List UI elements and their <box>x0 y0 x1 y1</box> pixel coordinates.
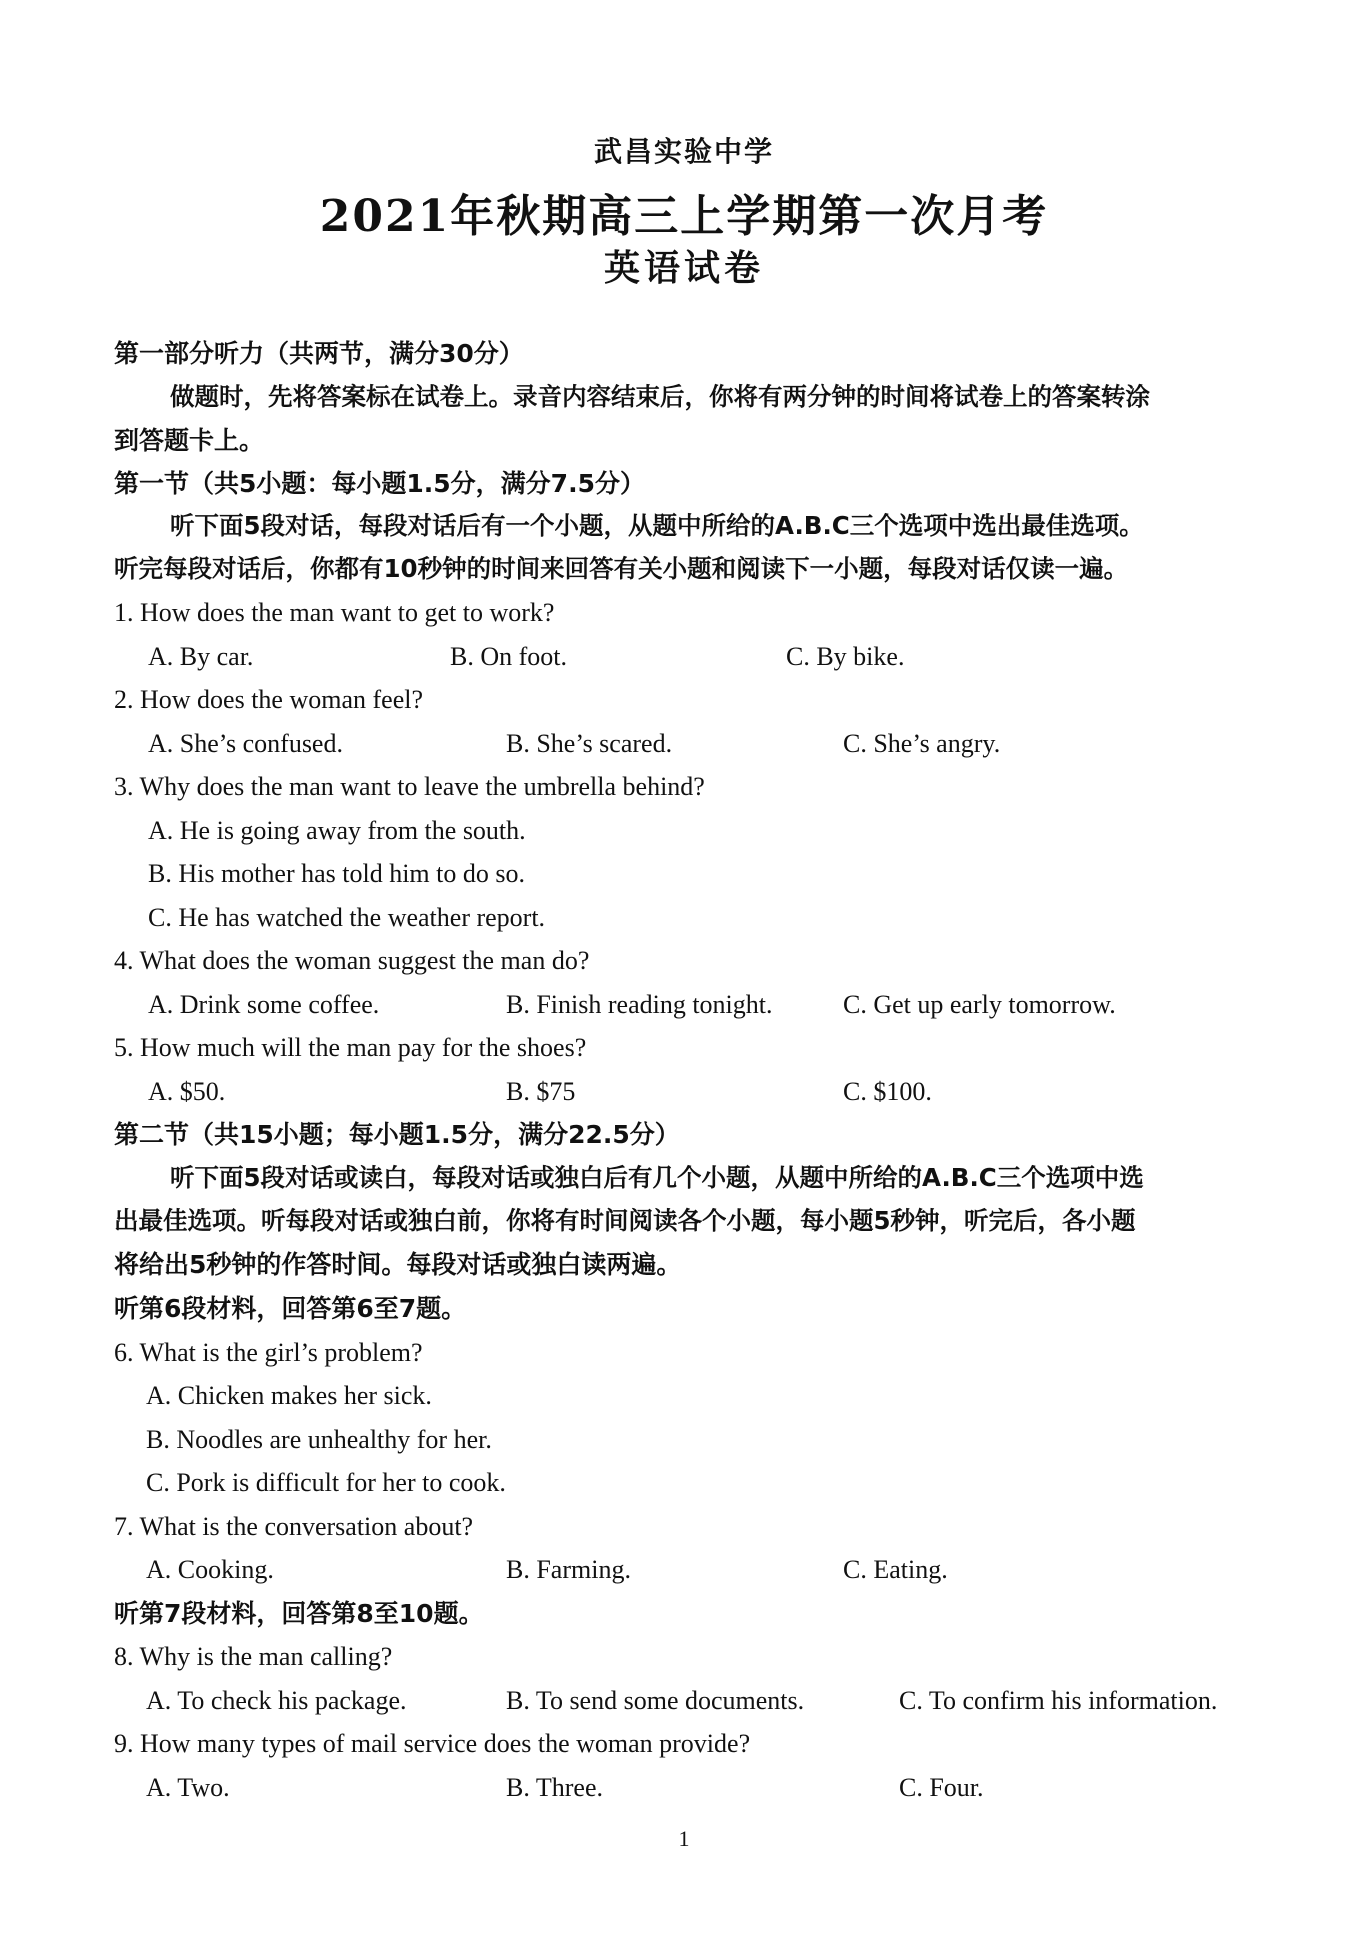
question-7-option-b: B. Farming. <box>506 1555 631 1584</box>
question-4-option-b: B. Finish reading tonight. <box>506 990 773 1019</box>
question-9-option-a: A. Two. <box>146 1773 230 1802</box>
section2-instruction-line2: 出最佳选项。听每段对话或独白前，你将有时间阅读各个小题，每小题5秒钟，听完后，各小题 <box>114 1206 1136 1235</box>
question-3: 3. Why does the man want to leave the umbrella behind? <box>114 772 705 801</box>
part1-heading: 第一部分听力（共两节，满分30分） <box>114 339 524 368</box>
question-5-option-a: A. $50. <box>148 1077 226 1106</box>
question-8-option-c: C. To confirm his information. <box>899 1686 1218 1715</box>
question-2-option-c: C. She’s angry. <box>843 729 1001 758</box>
question-9-option-b: B. Three. <box>506 1773 603 1802</box>
question-7-option-a: A. Cooking. <box>146 1555 274 1584</box>
question-8-option-a: A. To check his package. <box>146 1686 407 1715</box>
question-1-option-c: C. By bike. <box>786 642 905 671</box>
question-8-option-b: B. To send some documents. <box>506 1686 805 1715</box>
question-5: 5. How much will the man pay for the shoes? <box>114 1033 587 1062</box>
section1-instruction-line1: 听下面5段对话，每段对话后有一个小题，从题中所给的A.B.C三个选项中选出最佳选项。 <box>170 511 1144 540</box>
question-1: 1. How does the man want to get to work? <box>114 598 555 627</box>
question-1-option-a: A. By car. <box>148 642 254 671</box>
question-5-option-b: B. $75 <box>506 1077 576 1106</box>
page-number: 1 <box>678 1826 690 1851</box>
question-7: 7. What is the conversation about? <box>114 1512 474 1541</box>
question-3-option-b: B. His mother has told him to do so. <box>148 859 525 888</box>
question-3-option-a: A. He is going away from the south. <box>148 816 526 845</box>
exam-title: 2021年秋期高三上学期第一次月考 <box>319 191 1049 242</box>
question-2-option-b: B. She’s scared. <box>506 729 673 758</box>
section1-heading: 第一节（共5小题：每小题1.5分，满分7.5分） <box>114 469 645 498</box>
question-4: 4. What does the woman suggest the man do? <box>114 946 590 975</box>
question-3-option-c: C. He has watched the weather report. <box>148 903 546 932</box>
question-6: 6. What is the girl’s problem? <box>114 1338 423 1367</box>
question-6-option-c: C. Pork is difficult for her to cook. <box>146 1468 506 1497</box>
material-6-heading: 听第6段材料，回答第6至7题。 <box>114 1294 467 1323</box>
material-7-heading: 听第7段材料，回答第8至10题。 <box>114 1599 484 1628</box>
question-4-option-a: A. Drink some coffee. <box>148 990 380 1019</box>
question-5-option-c: C. $100. <box>843 1077 932 1106</box>
school-name: 武昌实验中学 <box>593 135 774 168</box>
question-9: 9. How many types of mail service does the woman provide? <box>114 1729 751 1758</box>
part1-instruction-line2: 到答题卡上。 <box>114 426 265 455</box>
question-9-option-c: C. Four. <box>899 1773 984 1802</box>
question-6-option-b: B. Noodles are unhealthy for her. <box>146 1425 492 1454</box>
exam-subtitle: 英语试卷 <box>603 247 764 289</box>
question-6-option-a: A. Chicken makes her sick. <box>146 1381 432 1410</box>
section1-instruction-line2: 听完每段对话后，你都有10秒钟的时间来回答有关小题和阅读下一小题，每段对话仅读一遍。 <box>114 554 1129 583</box>
part1-instruction-line1: 做题时，先将答案标在试卷上。录音内容结束后，你将有两分钟的时间将试卷上的答案转涂 <box>170 382 1150 411</box>
question-4-option-c: C. Get up early tomorrow. <box>843 990 1116 1019</box>
section2-heading: 第二节（共15小题；每小题1.5分，满分22.5分） <box>114 1120 680 1149</box>
question-2-option-a: A. She’s confused. <box>148 729 343 758</box>
question-8: 8. Why is the man calling? <box>114 1642 393 1671</box>
question-1-option-b: B. On foot. <box>450 642 567 671</box>
question-7-option-c: C. Eating. <box>843 1555 948 1584</box>
section2-instruction-line1: 听下面5段对话或读白，每段对话或独白后有几个小题，从题中所给的A.B.C三个选项中选 <box>170 1163 1144 1192</box>
question-2: 2. How does the woman feel? <box>114 685 424 714</box>
section2-instruction-line3: 将给出5秒钟的作答时间。每段对话或独白读两遍。 <box>114 1250 682 1279</box>
